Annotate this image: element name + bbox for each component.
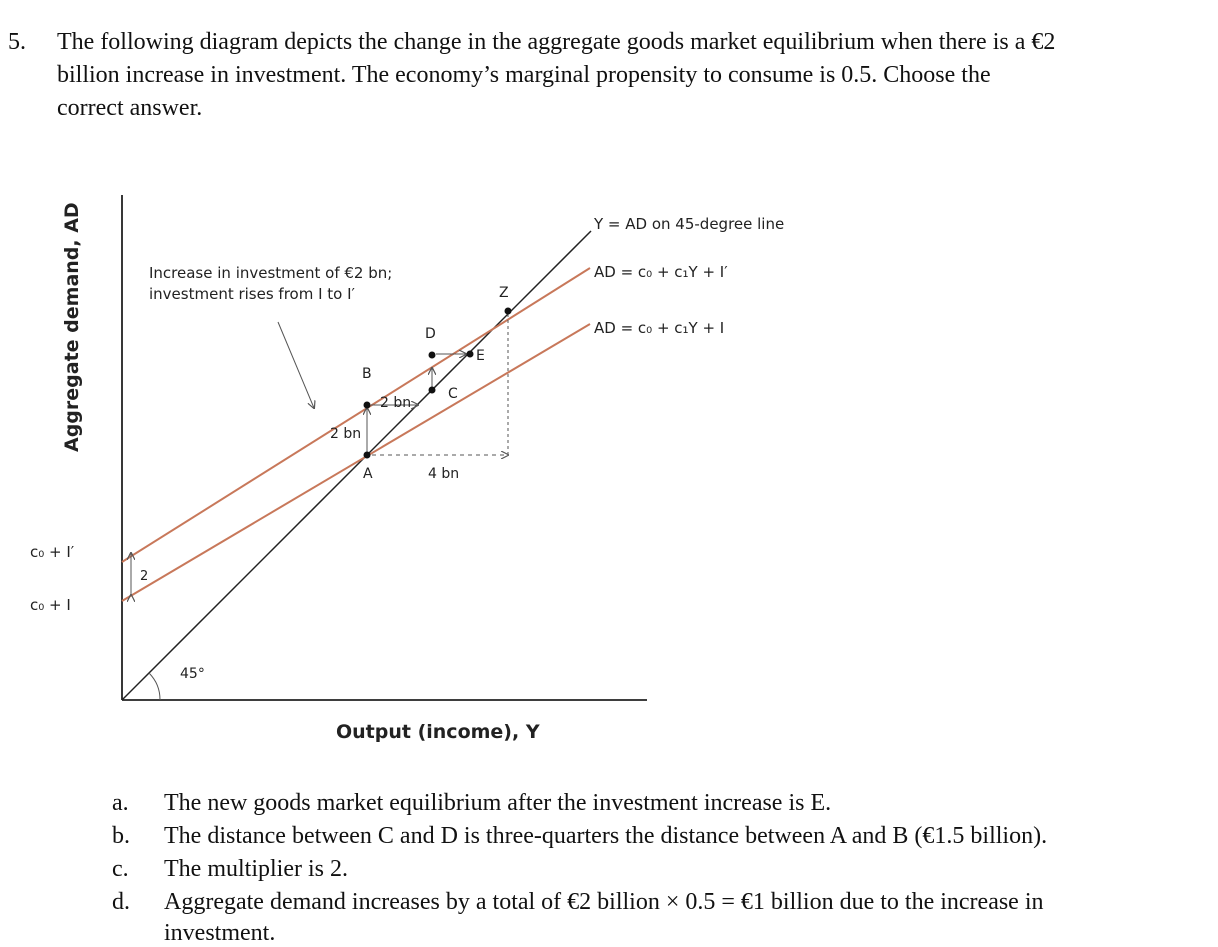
point-e [467, 351, 474, 358]
option-b-letter: b. [112, 823, 130, 849]
ad-new-label: AD = c₀ + c₁Y + I′ [594, 263, 728, 281]
ad-old-label: AD = c₀ + c₁Y + I [594, 319, 725, 337]
point-d-label: D [425, 326, 436, 342]
point-c-label: C [448, 386, 458, 402]
annotation-pointer [278, 322, 314, 408]
angle-label: 45° [180, 666, 205, 682]
option-d-text-continued: investment. [164, 920, 276, 946]
ad-line-new [122, 268, 590, 562]
point-d [429, 352, 436, 359]
x-axis-label: Output (income), Y [336, 721, 540, 743]
annotation-line-2: investment rises from I to I′ [149, 285, 355, 303]
point-b [364, 402, 371, 409]
point-z-label: Z [499, 285, 509, 301]
option-d-text: Aggregate demand increases by a total of €2 billion × 0.5 = €1 billion due to the increase in [164, 889, 1044, 915]
tick-new-intercept: c₀ + I′ [30, 543, 75, 561]
option-a-letter: a. [112, 790, 129, 816]
option-b-text: The distance between C and D is three-quarters the distance between A and B (€1.5 billion). [164, 823, 1048, 849]
question-line-3: correct answer. [57, 95, 203, 121]
question-line-1: The following diagram depicts the change in the aggregate goods market equilibrium when there is a €2 [57, 29, 1056, 55]
option-d-letter: d. [112, 889, 130, 915]
point-a-label: A [363, 466, 373, 482]
option-c-text: The multiplier is 2. [164, 856, 348, 882]
annotation-line-1: Increase in investment of €2 bn; [149, 264, 393, 282]
option-c-letter: c. [112, 856, 129, 882]
question-number: 5. [8, 29, 26, 55]
angle-arc [149, 673, 160, 700]
tick-old-intercept: c₀ + I [30, 596, 71, 614]
point-e-label: E [476, 348, 485, 364]
point-b-label: B [362, 366, 372, 382]
gap-ab-label: 2 bn [330, 426, 362, 442]
gap-b-horizontal-label: 2 bn [380, 395, 412, 411]
point-a [364, 452, 371, 459]
y-axis-label: Aggregate demand, AD [61, 202, 83, 452]
point-z [505, 308, 512, 315]
point-c [429, 387, 436, 394]
option-a-text: The new goods market equilibrium after the investment increase is E. [164, 790, 832, 816]
gap-a-horizontal-label: 4 bn [428, 466, 460, 482]
intercept-gap-label: 2 [140, 569, 149, 584]
question-line-2: billion increase in investment. The economy’s marginal propensity to consume is 0.5. Choose the [57, 62, 991, 88]
line-45-label: Y = AD on 45-degree line [594, 215, 785, 233]
ad-line-old [122, 324, 590, 601]
